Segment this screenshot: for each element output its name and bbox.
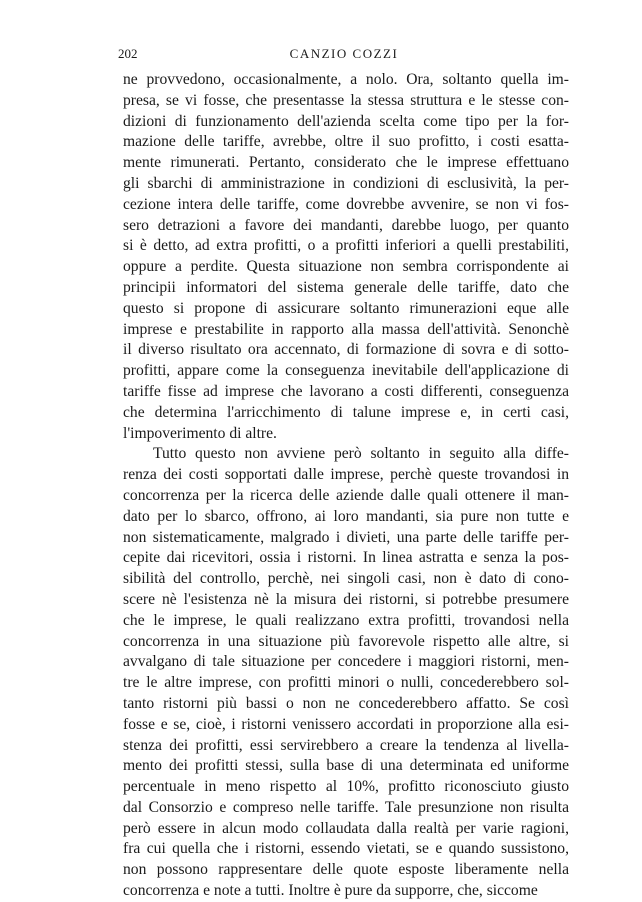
text-line: principii informatori del sistema generale delle tariffe, dato che [123,278,569,296]
running-title: CANZIO COZZI [289,46,399,61]
text-line: si è detto, ad extra profitti, o a profitti inferiori a quelli prestabiliti, [123,237,569,255]
text-line: però essere in alcun modo collaudata dalla realtà per varie ragioni, [123,819,569,837]
text-line: sibilità del controllo, perchè, nei singoli casi, non è dato di cono- [123,570,569,588]
text-line: scere nè l'esistenza nè la misura dei ristorni, si potrebbe presumere [123,590,569,608]
text-line: profitti, appare come la conseguenza inevitabile dell'applicazione di [123,362,569,380]
text-line: gli sbarchi di amministrazione in condizioni di esclusività, la per- [123,174,569,192]
text-line: cepite dai ricevitori, ossia i ristorni. In linea astratta e senza la pos- [123,549,569,567]
text-line: sero detrazioni a favore dei mandanti, darebbe luogo, per quanto [123,216,569,234]
text-line: oppure a perdite. Questa situazione non sembra corrispondente ai [123,258,569,276]
text-line: che determina l'arricchimento di talune imprese e, in certi casi, [123,403,569,421]
text-line: renza dei costi sopportati dalle imprese, perchè queste trovandosi in [123,466,569,484]
text-line: l'impoverimento di altre. [123,424,277,442]
text-line: fra cui quella che i ristorni, essendo vietati, se e quando sussistono, [123,840,569,858]
paragraph [123,70,569,444]
text-line: stenza dei profitti, essi servirebbero a creare la tendenza al livella- [123,736,569,754]
text-line: tre le altre imprese, con profitti minori o nulli, concederebbero sol- [123,674,569,692]
text-line: fosse e se, cioè, i ristorni venissero accordati in proporzione alla esi- [123,715,569,733]
text-line: concorrenza per la ricerca delle aziende dalle quali ottenere il man- [123,486,569,504]
page-header [118,40,570,62]
text-line: Tutto questo non avviene però soltanto in seguito alla diffe- [153,445,569,463]
text-line: concorrenza e note a tutti. Inoltre è pure da supporre, che, siccome [123,882,538,900]
text-line: non possono rappresentare delle quote esposte liberamente nella [123,861,569,879]
text-line: dato per lo sbarco, offrono, ai loro mandanti, sia pure non tutte e [123,507,569,525]
text-line: tanto ristorni più bassi o non ne concederebbero affatto. Se così [123,694,569,712]
text-line: mazione delle tariffe, avrebbe, oltre il suo profitto, i costi esatta- [123,133,569,151]
text-line: dal Consorzio e compreso nelle tariffe. Tale presunzione non risulta [123,798,569,816]
text-line: che le imprese, le quali realizzano extra profitti, trovandosi nella [123,611,569,629]
text-line: imprese e prestabilite in rapporto alla massa dell'attività. Senonchè [123,320,569,338]
text-line: concorrenza in una situazione più favorevole rispetto alle altre, si [123,632,569,650]
text-line: percentuale in meno rispetto al 10%, profitto riconosciuto giusto [123,778,569,796]
text-line: mento dei profitti stessi, sulla base di una determinata ed uniforme [123,757,569,775]
page-number: 202 [118,46,138,61]
text-line: presa, se vi fosse, che presentasse la stessa struttura e le stesse con- [123,91,569,109]
paragraph [123,444,569,902]
text-line: tariffe fisse ad imprese che lavorano a costi differenti, conseguenza [123,382,569,400]
text-line: dizioni di funzionamento dell'azienda scelta come tipo per la for- [123,112,569,130]
text-line: mente rimunerati. Pertanto, considerato che le imprese effettuano [123,154,569,172]
body-text [123,70,569,902]
text-line: questo si propone di assicurare soltanto rimunerazioni eque alle [123,299,569,317]
text-line: il diverso risultato ora accennato, di formazione di sovra e di sotto- [123,341,569,359]
text-line: cezione intera delle tariffe, come dovrebbe avvenire, se non vi fos- [123,195,569,213]
text-line: avvalgano di tale situazione per concedere i maggiori ristorni, men- [123,653,569,671]
text-line: non sistematicamente, malgrado i divieti, una parte delle tariffe per- [123,528,569,546]
text-line: ne provvedono, occasionalmente, a nolo. Ora, soltanto quella im- [123,71,569,88]
